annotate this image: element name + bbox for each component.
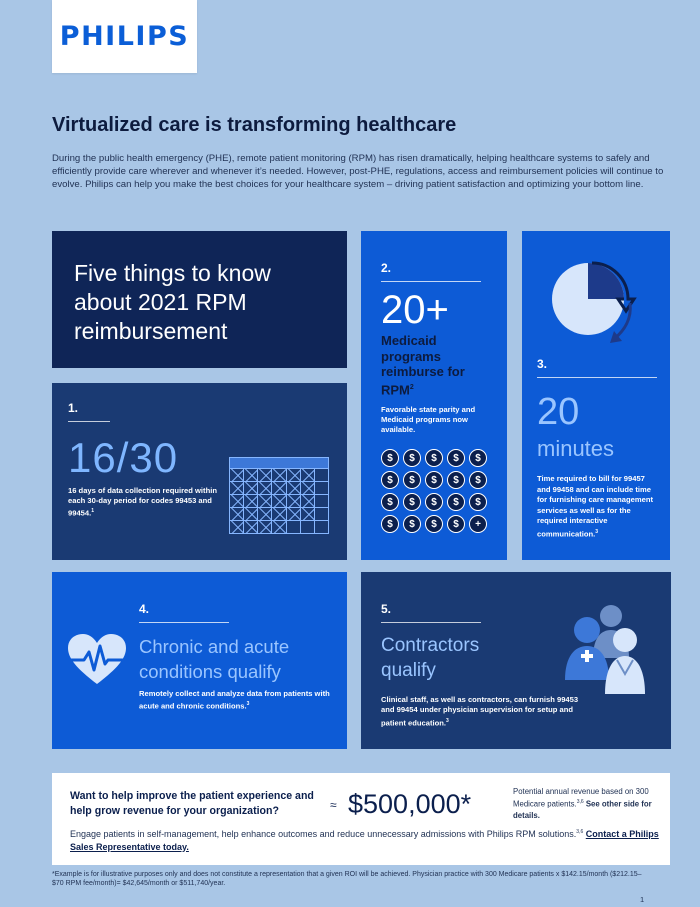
- calendar-day: [287, 482, 301, 495]
- fact-description: Time required to bill for 99457 and 99458 and can include time for furnishing care management services as well as for the required interactive communication.$^3$: [537, 474, 654, 539]
- footnote: *Example is for illustrative purposes only and does not constitute a representation that a given ROI will be achieved. Physician practice with 300 Medicare patients x $142.15/month ($212.15–$70 RPM fee/month)= $42,645/month or $511,740/year.: [52, 871, 642, 888]
- calendar-day: [244, 495, 258, 508]
- page-title: Virtualized care is transforming healthcare: [52, 114, 457, 136]
- dollar-coin-icon: $: [469, 471, 487, 489]
- fact-description: Favorable state parity and Medicaid programs now available.: [381, 405, 476, 435]
- calendar-day: [244, 521, 258, 534]
- fact-number: 2.: [381, 261, 392, 275]
- intro-paragraph: During the public health emergency (PHE), remote patient monitoring (RPM) has risen dramatically, helping healthcare systems to safely and efficiently provide care wherever and whenever it’s needed. However, post-PHE, regulations, access and reimbursement policies will continue to evolve. Philips can help you make the best choices for your healthcare system – driving patient satisfaction and optimizing your bottom line.: [52, 153, 664, 191]
- logo-text: PHILIPS: [59, 21, 190, 52]
- fact-description: Remotely collect and analyze data from patients with acute and chronic conditions.$^3$: [139, 689, 330, 711]
- calendar-day: [287, 469, 301, 482]
- calendar-day: [230, 508, 244, 521]
- fact-stat: 20: [537, 391, 580, 433]
- fact-tile-1: [52, 383, 347, 560]
- dollar-coin-icon: $: [425, 515, 443, 533]
- cta-question: Want to help improve the patient experience and help grow revenue for your organization?: [70, 790, 314, 817]
- intro-tile: [52, 231, 347, 368]
- see-other-side-note: See other side for details.: [513, 799, 652, 820]
- fact-unit: minutes: [537, 436, 615, 461]
- divider: [68, 421, 110, 422]
- dollar-coin-icon: $: [447, 449, 465, 467]
- coin-grid: [381, 449, 487, 533]
- calendar-day: [230, 469, 244, 482]
- fact-title: Chronic and acute conditions qualify: [139, 636, 290, 682]
- dollar-coin-icon: $: [403, 471, 421, 489]
- fact-number: 5.: [381, 602, 392, 616]
- calendar-day: [272, 482, 286, 495]
- page-number: 1: [640, 895, 645, 904]
- calendar-icon: [229, 457, 329, 534]
- calendar-day: [301, 482, 315, 495]
- dollar-coin-icon: $: [381, 471, 399, 489]
- dollar-coin-icon: $: [425, 449, 443, 467]
- calendar-day: [315, 521, 329, 534]
- philips-logo: [52, 0, 197, 73]
- calendar-day: [258, 521, 272, 534]
- revenue-callout: [52, 773, 670, 865]
- dollar-coin-icon: $: [403, 449, 421, 467]
- calendar-day: [315, 495, 329, 508]
- contact-sales-link[interactable]: Contact a Philips Sales Representative today.: [70, 829, 659, 852]
- calendar-day: [315, 482, 329, 495]
- calendar-day: [301, 495, 315, 508]
- dollar-coin-icon: $: [425, 471, 443, 489]
- dollar-coin-icon: $: [447, 493, 465, 511]
- calendar-day: [230, 482, 244, 495]
- calendar-day: [287, 508, 301, 521]
- fact-number-block: [139, 602, 319, 623]
- fact-tile-4: [52, 572, 347, 749]
- dollar-coin-icon: $: [381, 449, 399, 467]
- fact-stat: 20+: [381, 288, 449, 332]
- fact-number: 4.: [139, 602, 150, 616]
- fact-stat: 16/30: [68, 434, 179, 481]
- calendar-day: [315, 469, 329, 482]
- revenue-note: Potential annual revenue based on 300 Medicare patients.$^{3,6}$ See other side for details.: [513, 787, 652, 820]
- dollar-coin-icon: $: [403, 493, 421, 511]
- dollar-coin-icon: $: [469, 493, 487, 511]
- calendar-day: [258, 469, 272, 482]
- calendar-day: [244, 508, 258, 521]
- fact-tile-5: [361, 572, 671, 749]
- calendar-day: [244, 482, 258, 495]
- dollar-coin-icon: $: [469, 449, 487, 467]
- fact-tile-3: [522, 231, 670, 560]
- calendar-day: [244, 469, 258, 482]
- calendar-day: [315, 508, 329, 521]
- plus-coin-icon: +: [469, 515, 487, 533]
- fact-subtitle: Medicaid programs reimburse for RPM$^2$: [381, 333, 465, 397]
- dollar-coin-icon: $: [381, 515, 399, 533]
- fact-number-block: [537, 357, 657, 378]
- calendar-day: [272, 469, 286, 482]
- pie-clock-icon: [548, 259, 644, 351]
- calendar-day: [287, 495, 301, 508]
- divider: [381, 281, 481, 282]
- divider: [381, 622, 481, 623]
- fact-number: 1.: [68, 401, 79, 415]
- divider: [139, 622, 229, 623]
- dollar-coin-icon: $: [447, 515, 465, 533]
- calendar-day: [272, 521, 286, 534]
- dollar-coin-icon: $: [425, 493, 443, 511]
- fact-description: 16 days of data collection required within each 30-day period for codes 99453 and 99454.$^1$: [68, 486, 217, 518]
- calendar-day: [258, 508, 272, 521]
- calendar-day: [258, 495, 272, 508]
- calendar-day: [258, 482, 272, 495]
- calendar-day: [230, 495, 244, 508]
- fact-title: Contractors qualify: [381, 635, 480, 681]
- dollar-coin-icon: $: [381, 493, 399, 511]
- fact-tile-2: [361, 231, 507, 560]
- calendar-day: [272, 495, 286, 508]
- fact-number: 3.: [537, 357, 548, 371]
- calendar-day: [301, 508, 315, 521]
- dollar-coin-icon: $: [403, 515, 421, 533]
- heart-rate-icon: [66, 632, 128, 688]
- calendar-day: [301, 469, 315, 482]
- divider: [537, 377, 657, 378]
- intro-tile-title: Five things to know about 2021 RPM reimbursement: [74, 260, 271, 344]
- calendar-day: [301, 521, 315, 534]
- approx-symbol: ≈: [330, 798, 337, 812]
- clinicians-icon: [561, 602, 653, 698]
- calendar-day: [287, 521, 301, 534]
- dollar-coin-icon: $: [447, 471, 465, 489]
- cta-body: Engage patients in self-management, help enhance outcomes and reduce unnecessary admissions with Philips RPM solutions.$^{3,6}$ Contact a Philips Sales Representative today.: [70, 829, 659, 852]
- calendar-day: [272, 508, 286, 521]
- calendar-day: [230, 521, 244, 534]
- revenue-amount: $500,000*: [348, 789, 472, 819]
- fact-description: Clinical staff, as well as contractors, can furnish 99453 and 99454 under physician supervision for setup and patient education.$^3$: [381, 695, 579, 728]
